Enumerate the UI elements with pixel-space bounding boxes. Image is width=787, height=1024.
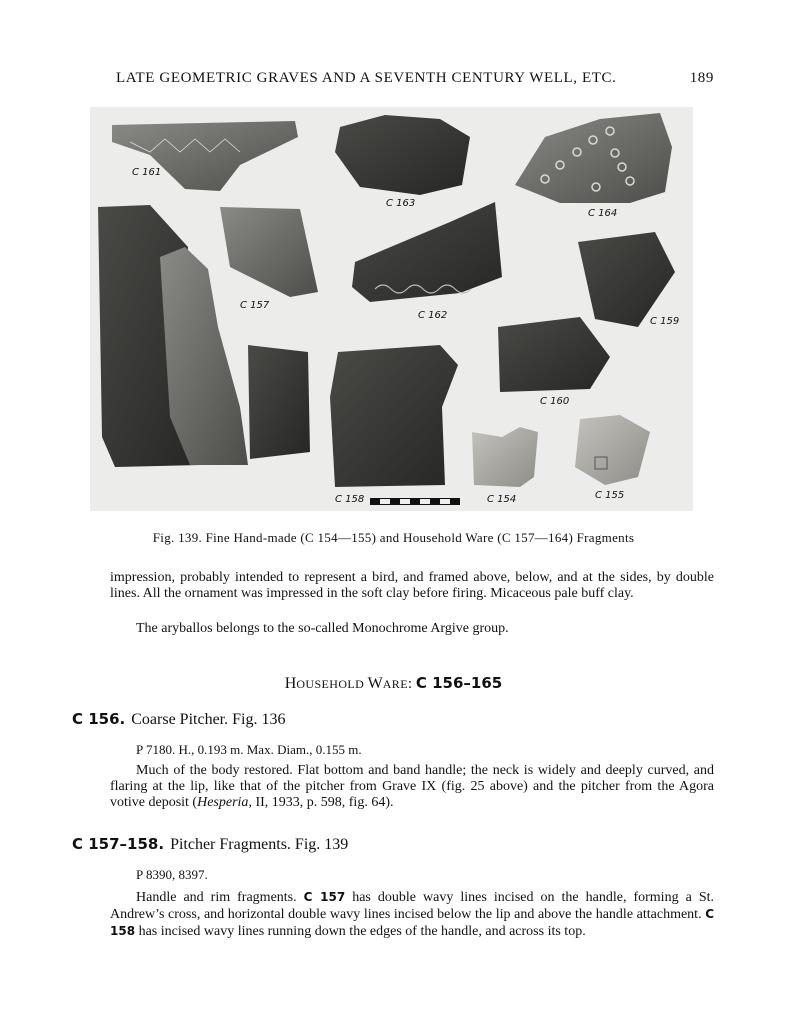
entry-description <box>110 889 714 940</box>
label-c158: C 158 <box>335 494 365 505</box>
entry-title: Pitcher Fragments. Fig. 139 <box>170 836 349 853</box>
label-c162: C 162 <box>418 310 448 321</box>
running-head-title: LATE GEOMETRIC GRAVES AND A SEVENTH CENTURY WELL, ETC. <box>116 70 617 86</box>
entry-heading <box>72 710 285 729</box>
section-title-part: H <box>284 675 297 692</box>
entry-accession: P 8390, 8397. <box>136 867 208 882</box>
figure-caption: Fig. 139. Fine Hand-made (C 154—155) and Household Ware (C 157—164) Fragments <box>152 530 635 545</box>
fragment-c155 <box>575 415 650 485</box>
text-run: has incised wavy lines running down the edges of the handle, and across its top. <box>135 924 586 939</box>
text-run: Handle and rim fragments. <box>136 890 304 905</box>
fragment-c159 <box>578 232 675 327</box>
text-run: , II, 1933, p. 598, fig. 64). <box>248 795 394 810</box>
fragment-narrow <box>248 345 310 459</box>
section-title-part: OUSEHOLD <box>296 677 368 691</box>
intro-paragraph: impression, probably intended to represent a bird, and framed above, below, and at the sides, by double lines. All the ornament was impressed in the soft clay before firing. Micaceous pale buff clay. <box>110 570 714 601</box>
entry-heading <box>72 835 348 854</box>
label-c159: C 159 <box>650 316 680 327</box>
entry-title: Coarse Pitcher. Fig. 136 <box>131 711 286 728</box>
label-c155: C 155 <box>595 490 625 501</box>
fragment-c158 <box>330 345 458 487</box>
section-title-part: ARE <box>382 677 408 691</box>
catalog-ref: C 157 <box>303 890 346 904</box>
label-c157: C 157 <box>240 300 270 311</box>
label-c160: C 160 <box>540 396 570 407</box>
entry-number: C 157–158. <box>72 835 165 853</box>
label-c163: C 163 <box>386 198 416 209</box>
text-run: Much of the body restored. Flat bottom and band handle; the neck is widely and deeply curved, and flaring at the lip, like that of the pitcher from Grave IX (fig. 25 above) and the pitcher from the Agora votive deposit ( <box>110 763 714 810</box>
fragment-c163 <box>335 115 470 195</box>
label-c154: C 154 <box>487 494 517 505</box>
fragment-c162 <box>352 202 502 302</box>
page-number: 189 <box>689 70 714 86</box>
section-heading <box>0 674 787 693</box>
fragment-c160 <box>498 317 610 392</box>
label-c161: C 161 <box>132 167 162 178</box>
italic-run: Hesperia <box>197 795 249 810</box>
catalog-ref: C 158 <box>110 907 714 938</box>
running-head <box>116 70 714 87</box>
figure-plate <box>90 107 693 511</box>
section-title-colon: : <box>407 676 416 692</box>
fragment-c157 <box>220 207 318 297</box>
entry-accession: P 7180. H., 0.193 m. Max. Diam., 0.155 m. <box>136 742 362 757</box>
fragments-photo <box>90 107 693 511</box>
scale-bar <box>370 498 460 505</box>
fragment-c154 <box>472 427 538 487</box>
intro-paragraph-2: The aryballos belongs to the so-called Monochrome Argive group. <box>136 621 509 636</box>
entry-number: C 156. <box>72 710 126 728</box>
entry-description <box>110 763 714 811</box>
label-c164: C 164 <box>588 208 618 219</box>
section-title-part: W <box>367 675 383 692</box>
section-range: C 156–165 <box>415 674 503 692</box>
text-run: has double wavy lines incised on the handle, forming a St. Andrew’s cross, and horizontal double wavy lines incised below the lip and above the handle attachment. <box>110 890 714 922</box>
fragment-c161 <box>112 121 298 191</box>
